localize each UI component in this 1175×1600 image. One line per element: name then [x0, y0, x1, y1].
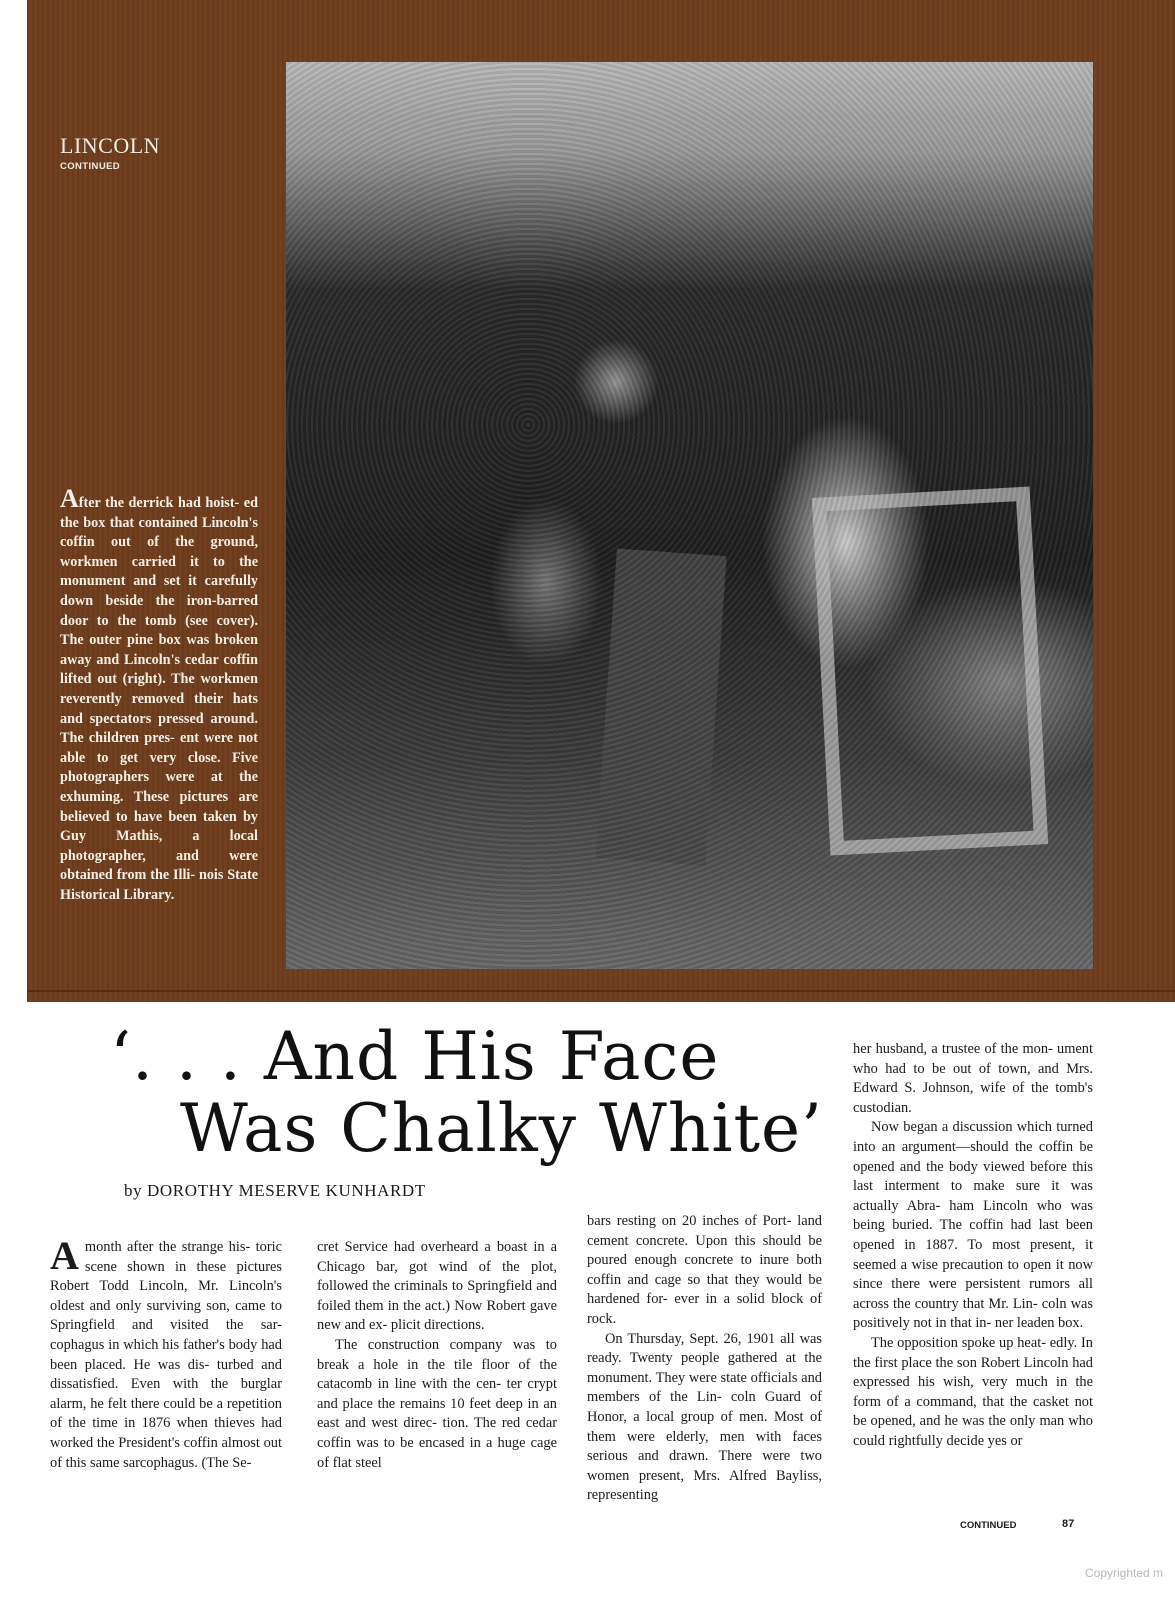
byline: by DOROTHY MESERVE KUNHARDT — [124, 1181, 426, 1200]
article-column-3 — [587, 1212, 822, 1506]
caption-text: fter the derrick had hoist- ed the box that contained Lincoln's coffin out of the ground, workmen carried it to the monument and set it carefully down beside the iron-barred door to the tomb (see cover). The outer pine box was broken away and Lincoln's cedar coffin lifted out (right). The workmen reverently removed their hats and spectators pressed around. The children pres- ent were not able to get very close. Five photographers were at the exhuming. These pictures are believed to have been taken by Guy Mathis, a local photographer, and were obtained from the Illi- nois State Historical Library. — [60, 495, 258, 903]
paragraph: On Thursday, Sept. 26, 1901 all was ready. Twenty people gathered at the monument. They were state officials and members of the Lin- coln Guard of Honor, a local group of men. Most of them were elderly, men with faces serious and drawn. There were two women present, Mrs. Alfred Bayliss, representing — [587, 1330, 822, 1504]
paragraph: bars resting on 20 inches of Port- land cement concrete. Upon this should be poured enough concrete to inure both coffin and cage so that they would be hardened for- ever in a solid block of rock. — [587, 1213, 822, 1327]
continued-label: CONTINUED — [960, 1520, 1017, 1531]
page-number: 87 — [1062, 1518, 1075, 1530]
paragraph: her husband, a trustee of the mon- ument who had to be out of town, and Mrs. Edward S. Johnson, wife of the tomb's custodian. — [853, 1041, 1093, 1116]
photo-caption — [60, 484, 258, 905]
paragraph: The opposition spoke up heat- edly. In the first place the son Robert Lincoln had expressed his wish, very much in the form of a command, that the casket not be opened, and he was the only man who could rightfully decide yes or — [853, 1334, 1093, 1449]
section-subtitle: CONTINUED — [60, 161, 121, 172]
section-title: LINCOLN — [60, 133, 161, 158]
copyright-watermark: Copyrighted m — [1085, 1566, 1164, 1580]
paragraph: Now began a discussion which turned into an argument—should the coffin be opened and the body viewed before this last interment to make sure it was actually Abra- ham Lincoln who was being buried. The coffin had last been opened in 1887. To most present, it seemed a wise precaution to open it now since there were persistent rumors all across the country that Mr. Lin- coln was positively not in that in- ner leaden box. — [853, 1119, 1093, 1332]
exhumation-photo — [286, 62, 1093, 969]
paragraph: cret Service had overheard a boast in a Chicago bar, got wind of the plot, followed the criminals to Springfield and foiled them in the act.) Now Robert gave new and ex- plicit directions. — [317, 1239, 557, 1334]
section-label — [60, 133, 160, 172]
coffin-lid — [595, 549, 726, 866]
divider — [27, 990, 1175, 992]
article-dropcap: A — [50, 1233, 79, 1278]
article-column-4 — [853, 1040, 1093, 1451]
pine-box — [812, 487, 1048, 856]
paragraph: The construction company was to break a hole in the tile floor of the catacomb in line with the cen- ter crypt and place the remains 10 feet deep in an east and west direc- tion. The red cedar coffin was to be encased in a huge cage of flat steel — [317, 1336, 557, 1471]
article-column-2 — [317, 1238, 557, 1473]
caption-dropcap: A — [60, 484, 79, 513]
page-footer — [960, 1518, 1075, 1531]
paragraph: month after the strange his- toric scene shown in these pictures Robert Todd Lincoln, Mr. Lincoln's oldest and only surviving son, came to Springfield and visited the sar- cophagus in which his father's body had been placed. He was dis- turbed and dissatisfied. Even with the burglar alarm, he felt there could be a repetition of the time in 1876 when thieves had worked the President's coffin almost out of this same sarcophagus. (The Se- — [50, 1239, 282, 1471]
headline-line-1: ‘. . . And His Face — [110, 1018, 720, 1095]
headline-line-2: Was Chalky White’ — [180, 1090, 824, 1167]
article-column-1 — [50, 1233, 282, 1473]
